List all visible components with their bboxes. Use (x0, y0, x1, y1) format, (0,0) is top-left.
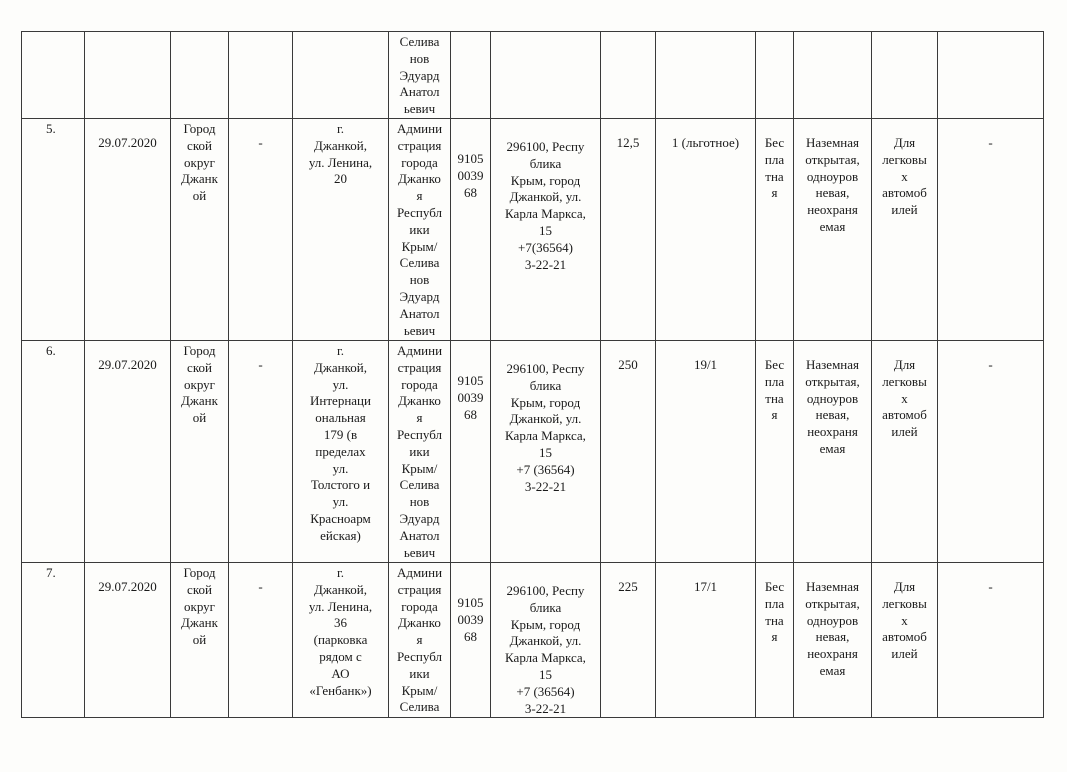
row-address: г. Джанкой, ул. Ленина, 20 (293, 118, 389, 340)
row-fee: Бес пла тна я (756, 562, 794, 717)
row-number: 5. (22, 118, 85, 340)
row-contacts: 296100, Респу блика Крым, город Джанкой, ул. Карла Маркса, 15 +7 (36564) 3-22-21 (491, 340, 601, 562)
row-district: Город ской округ Джанк ой (171, 562, 229, 717)
row-contacts: 296100, Респу блика Крым, город Джанкой, ул. Карла Маркса, 15 +7(36564) 3-22-21 (491, 118, 601, 340)
table-row (22, 32, 1044, 119)
row-note: - (938, 562, 1044, 717)
row-spaces: 17/1 (656, 562, 756, 717)
row-number (22, 32, 85, 119)
row-tax-id: 9105 0039 68 (451, 562, 491, 717)
row-spaces (656, 32, 756, 119)
row-contacts: 296100, Респу блика Крым, город Джанкой, ул. Карла Маркса, 15 +7 (36564) 3-22-21 (491, 562, 601, 717)
row-note (938, 32, 1044, 119)
row-district (171, 32, 229, 119)
row-area: 12,5 (601, 118, 656, 340)
row-dash: - (229, 118, 293, 340)
row-address: г. Джанкой, ул. Интернаци ональная 179 (в пределах ул. Толстого и ул. Красноарм ейская) (293, 340, 389, 562)
parking-registry-table (21, 31, 1044, 718)
table-row (22, 562, 1044, 717)
row-contacts (491, 32, 601, 119)
row-dash (229, 32, 293, 119)
row-note: - (938, 340, 1044, 562)
row-district: Город ской округ Джанк ой (171, 118, 229, 340)
row-address (293, 32, 389, 119)
row-area (601, 32, 656, 119)
row-number: 6. (22, 340, 85, 562)
row-fee: Бес пла тна я (756, 118, 794, 340)
row-dash: - (229, 340, 293, 562)
row-address: г. Джанкой, ул. Ленина, 36 (парковка рядом с АО «Генбанк») (293, 562, 389, 717)
row-dash: - (229, 562, 293, 717)
row-type (794, 32, 872, 119)
row-owner: Админи страция города Джанко я Республ ики Крым/ Селива нов Эдуард Анатол ьевич (389, 340, 451, 562)
row-date: 29.07.2020 (85, 562, 171, 717)
row-owner: Админи страция города Джанко я Республ ики Крым/ Селива (389, 562, 451, 717)
row-district: Город ской округ Джанк ой (171, 340, 229, 562)
row-area: 225 (601, 562, 656, 717)
row-date (85, 32, 171, 119)
row-purpose: Для легковы х автомоб илей (872, 562, 938, 717)
row-purpose (872, 32, 938, 119)
row-spaces: 19/1 (656, 340, 756, 562)
row-date: 29.07.2020 (85, 118, 171, 340)
row-tax-id: 9105 0039 68 (451, 118, 491, 340)
row-number: 7. (22, 562, 85, 717)
table-row (22, 118, 1044, 340)
row-purpose: Для легковы х автомоб илей (872, 118, 938, 340)
row-type: Наземная открытая, одноуров невая, неохраня емая (794, 118, 872, 340)
row-tax-id (451, 32, 491, 119)
row-type: Наземная открытая, одноуров невая, неохраня емая (794, 340, 872, 562)
row-date: 29.07.2020 (85, 340, 171, 562)
row-fee: Бес пла тна я (756, 340, 794, 562)
row-tax-id: 9105 0039 68 (451, 340, 491, 562)
row-spaces: 1 (льготное) (656, 118, 756, 340)
row-type: Наземная открытая, одноуров невая, неохраня емая (794, 562, 872, 717)
table-row (22, 340, 1044, 562)
row-owner: Селива нов Эдуард Анатол ьевич (389, 32, 451, 119)
row-fee (756, 32, 794, 119)
row-note: - (938, 118, 1044, 340)
row-area: 250 (601, 340, 656, 562)
row-owner: Админи страция города Джанко я Республ ики Крым/ Селива нов Эдуард Анатол ьевич (389, 118, 451, 340)
row-purpose: Для легковы х автомоб илей (872, 340, 938, 562)
